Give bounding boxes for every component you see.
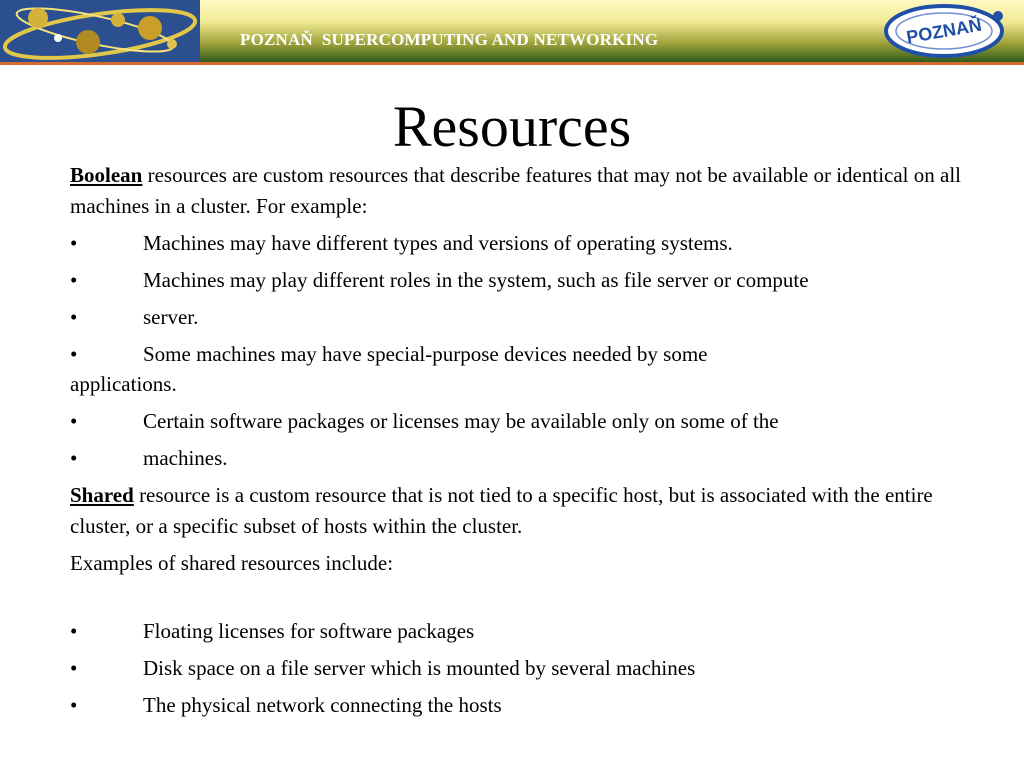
- slide-title: Resources: [392, 94, 632, 159]
- shared-paragraph: [70, 480, 970, 541]
- list-item: • Machines may have different types and versions of operating systems.: [70, 228, 970, 259]
- header-divider: [0, 62, 1024, 65]
- boolean-description: resources are custom resources that describe features that may not be available or identical on all machines in a cluster. For example:: [70, 163, 962, 218]
- bullet-marker: •: [70, 267, 78, 292]
- bullet-marker: •: [70, 230, 78, 255]
- examples-intro: Examples of shared resources include:: [70, 550, 394, 575]
- atom-orbit-logo: [0, 0, 200, 62]
- poznan-logo: [880, 2, 1010, 60]
- list-item: • machines.: [70, 443, 970, 474]
- list-item: • Machines may play different roles in the system, such as file server or compute: [70, 265, 970, 296]
- boolean-paragraph: [70, 160, 970, 221]
- bullet-marker: •: [70, 304, 78, 329]
- list-item: • Some machines may have special-purpose devices needed by some applications.: [70, 339, 970, 400]
- bullet-marker: •: [70, 409, 78, 433]
- list-item: • The physical network connecting the hosts: [70, 690, 970, 721]
- slide-body: [70, 160, 970, 727]
- shared-keyword: Shared: [70, 483, 134, 507]
- bullet-marker: •: [70, 618, 78, 643]
- list-item: • Disk space on a file server which is mounted by several machines: [70, 653, 970, 684]
- bullet-marker: •: [70, 341, 78, 366]
- list-item: • Certain software packages or licenses may be available only on some of the: [70, 406, 970, 437]
- list-item: • Floating licenses for software packages: [70, 616, 970, 647]
- logo-text: POZNAŇ: [904, 14, 984, 48]
- boolean-keyword: Boolean: [70, 163, 143, 187]
- shared-description: resource is a custom resource that is not tied to a specific host, but is associated with the entire cluster, or a specific subset of hosts within the cluster.: [70, 483, 933, 538]
- list-item: • server.: [70, 302, 970, 333]
- bullet-marker: •: [70, 446, 78, 470]
- bullet-marker: •: [70, 692, 78, 717]
- bullet-marker: •: [70, 655, 78, 680]
- blank-line: [70, 585, 970, 616]
- org-title: POZNAŇ SUPERCOMPUTING AND NETWORKING: [240, 30, 659, 49]
- slide-header: [0, 0, 1024, 62]
